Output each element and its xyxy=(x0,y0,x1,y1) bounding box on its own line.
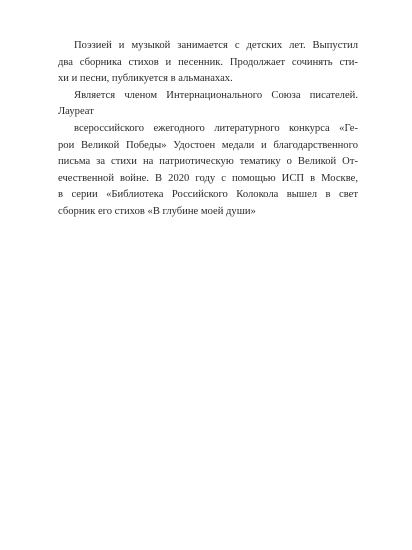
text-line: Лауреат xyxy=(58,106,94,118)
text-line: сборник его стихов «В глубине моей души» xyxy=(58,205,256,217)
text-line: письма за стихи на патриотическую тематику о Великой От- xyxy=(58,156,358,168)
text-line: Является членом Интернационального Союза писателей. xyxy=(74,89,358,101)
text-line: ечественной войне. В 2020 году с помощью ИСП в Москве, xyxy=(58,172,358,184)
text-line: рои Великой Победы» Удостоен медали и благодарственного xyxy=(58,139,358,151)
text-line: в серии «Библиотека Российского Колокола вышел в свет xyxy=(58,189,358,201)
biography-text xyxy=(58,38,358,221)
text-line: два сборника стихов и песенник. Продолжает сочинять сти- xyxy=(58,56,358,68)
text-line: всероссийского ежегодного литературного конкурса «Ге- xyxy=(74,122,358,134)
text-line: Поэзией и музыкой занимается с детских лет. Выпустил xyxy=(74,40,358,51)
text-line: хи и песни, публикуется в альманахах. xyxy=(58,73,233,85)
